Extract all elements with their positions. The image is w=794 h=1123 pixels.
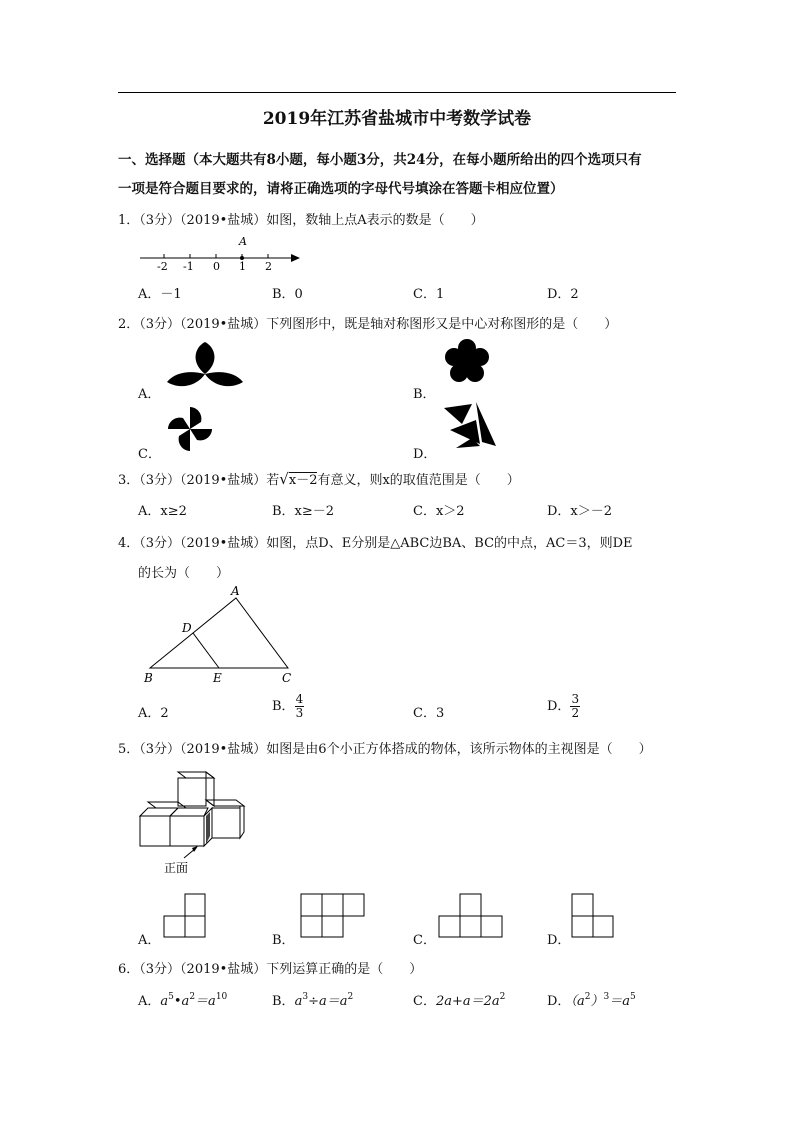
q1-option-d[interactable]: D．2	[547, 287, 579, 302]
q5-cube-stack-figure	[136, 768, 266, 878]
q4-label-e: E	[213, 671, 222, 685]
q1-point-label: A	[239, 235, 247, 248]
q3-option-d[interactable]: D．x＞－2	[547, 504, 613, 519]
q5-front-label: 正面	[164, 861, 189, 875]
q4-option-d[interactable]	[547, 693, 580, 720]
q6-option-a-exponent: 5	[168, 992, 174, 1002]
q6-option-a-prefix: A．	[138, 994, 161, 1009]
q6-option-b-term: ÷a＝a	[308, 994, 348, 1009]
q3-stem	[118, 469, 520, 488]
q6-option-d-term: ）	[590, 994, 604, 1009]
q5-option-b-figure	[300, 893, 366, 939]
header-rule	[118, 92, 676, 93]
q4-option-d-prefix: D．	[547, 699, 571, 714]
q5-option-d[interactable]: D．	[547, 933, 571, 948]
q5-option-b[interactable]: B．	[272, 933, 295, 948]
q4-triangle-figure	[140, 584, 300, 688]
fraction-denominator: 3	[295, 706, 304, 720]
q4-option-b-fraction	[295, 693, 305, 720]
q6-option-d-exponent: 2	[584, 992, 591, 1002]
q4-option-d-fraction	[570, 693, 580, 720]
q4-label-a: A	[231, 584, 240, 598]
q6-option-a-term: a	[160, 994, 169, 1009]
q1-tick-label: -2	[157, 260, 168, 273]
q6-option-c-exponent: 2	[499, 992, 506, 1002]
q2-three-leaf-figure	[165, 342, 245, 392]
q2-stem: 2．（3分）（2019•盐城）下列图形中，既是轴对称图形又是中心对称图形的是（ ）	[118, 317, 618, 332]
q2-option-c[interactable]: C．	[138, 447, 161, 462]
q1-tick-label: -1	[183, 260, 194, 273]
fraction-numerator: 4	[295, 692, 304, 706]
q2-option-a[interactable]: A．	[138, 387, 161, 402]
q6-option-c[interactable]	[413, 990, 505, 1009]
q4-label-b: B	[144, 671, 153, 685]
fraction-denominator: 2	[571, 706, 580, 720]
q4-label-c: C	[282, 671, 292, 685]
radical-sign-icon: √	[279, 470, 289, 488]
q6-option-d-exponent: 3	[603, 992, 610, 1002]
q2-flower-figure	[443, 338, 491, 386]
q1-tick-label: 0	[213, 260, 220, 273]
q3-option-c[interactable]: C．x＞2	[413, 504, 465, 519]
q5-option-a[interactable]: A．	[138, 933, 161, 948]
q4-label-d: D	[182, 621, 192, 635]
q6-option-c-prefix: C．	[413, 994, 436, 1009]
page-title: 2019年江苏省盐城市中考数学试卷	[262, 109, 532, 129]
q6-option-d[interactable]	[547, 990, 636, 1009]
q3-radicand: x－2	[288, 473, 318, 488]
q2-pinwheel-figure	[165, 404, 215, 454]
q1-stem: 1．（3分）（2019•盐城）如图，数轴上点A表示的数是（ ）	[118, 213, 484, 228]
section-heading-line2: 一项是符合题目要求的，请将正确选项的字母代号填涂在答题卡相应位置）	[118, 181, 564, 197]
q5-option-d-figure	[571, 893, 615, 939]
q6-option-a-term: ＝a	[195, 994, 216, 1009]
q6-option-d-exponent: 5	[629, 992, 636, 1002]
q5-option-c-figure	[438, 893, 504, 939]
q6-option-b-prefix: B．	[272, 994, 295, 1009]
q6-option-b-term: a	[294, 994, 303, 1009]
q6-option-a-exponent: 2	[189, 992, 196, 1002]
q4-option-b-prefix: B．	[272, 699, 295, 714]
q6-option-d-term: （a	[570, 994, 585, 1009]
section-heading-line1: 一、选择题（本大题共有8小题，每小题3分，共24分，在每小题所给出的四个选项只有	[118, 152, 642, 168]
q4-option-c[interactable]: C．3	[413, 706, 445, 721]
q1-number-line	[140, 233, 305, 273]
q3-stem-suffix: 有意义，则x的取值范围是（ ）	[317, 473, 520, 488]
q6-option-b[interactable]	[272, 990, 353, 1009]
q1-tick-label: 1	[239, 260, 246, 273]
q4-option-a[interactable]: A．2	[138, 706, 169, 721]
q5-stem: 5．（3分）（2019•盐城）如图是由6个小正方体搭成的物体，该所示物体的主视图是（ ）	[118, 742, 652, 757]
q6-option-d-term: ＝a	[609, 994, 630, 1009]
q2-triangles-figure	[442, 402, 498, 452]
q6-option-a-exponent: 10	[215, 992, 228, 1002]
q5-option-c[interactable]: C．	[413, 933, 436, 948]
q4-stem-line2: 的长为（ ）	[138, 566, 230, 581]
q6-stem: 6．（3分）（2019•盐城）下列运算正确的是（ ）	[118, 962, 423, 977]
q2-option-b[interactable]: B．	[413, 387, 436, 402]
q1-option-b[interactable]: B．0	[272, 287, 303, 302]
q6-option-c-term: 2a+a＝2a	[435, 994, 500, 1009]
q1-option-a[interactable]: A．－1	[138, 287, 182, 302]
q6-option-b-exponent: 2	[347, 992, 354, 1002]
fraction-numerator: 3	[571, 692, 580, 706]
q6-option-a[interactable]	[138, 990, 227, 1009]
q6-option-d-prefix: D．	[547, 994, 571, 1009]
q3-option-b[interactable]: B．x≥－2	[272, 504, 335, 519]
q4-stem-line1: 4．（3分）（2019•盐城）如图，点D、E分别是△ABC边BA、BC的中点，AC＝3，则DE	[118, 536, 633, 551]
q1-tick-label: 2	[265, 260, 272, 273]
q1-option-c[interactable]: C．1	[413, 287, 445, 302]
q4-option-b[interactable]	[272, 693, 304, 720]
q6-option-b-exponent: 3	[302, 992, 309, 1002]
q3-stem-prefix: 3．（3分）（2019•盐城）若	[118, 473, 280, 488]
q5-option-a-figure	[163, 893, 207, 939]
q3-option-a[interactable]: A．x≥2	[138, 504, 187, 519]
q2-option-d[interactable]: D．	[413, 447, 437, 462]
q6-option-a-term: •a	[173, 994, 190, 1009]
